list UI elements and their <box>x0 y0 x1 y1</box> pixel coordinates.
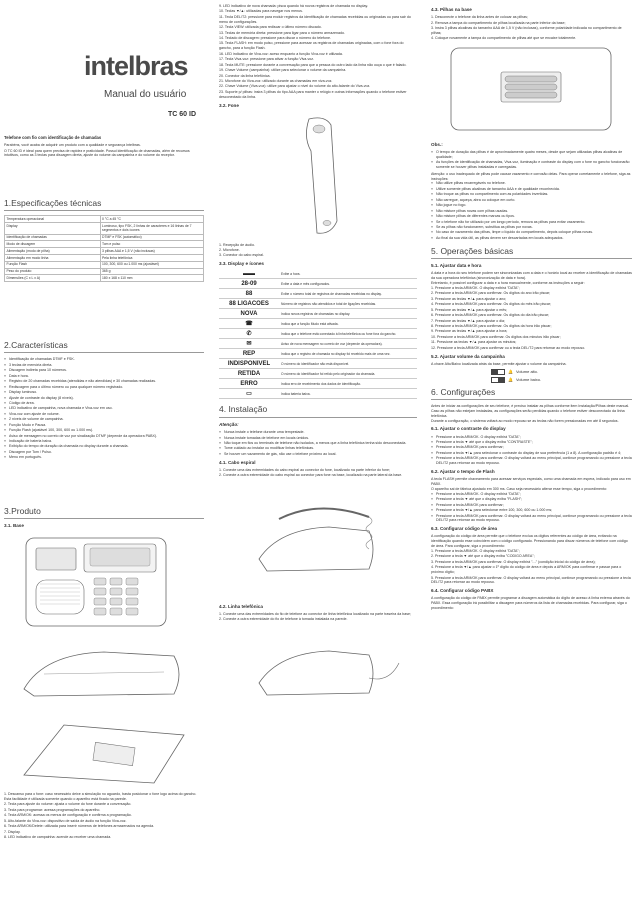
feature-item: » Exibição do tempo de duração da chamada no display durante a chamada. <box>4 444 204 449</box>
cable-illustration <box>219 479 414 599</box>
display-icon-description: Indica erro de recebimento dos dados de identificação. <box>281 381 362 386</box>
display-icon-row <box>219 339 417 349</box>
ring-paragraph: A chave Alto/Baixo localizada atrás da base, permite ajustar o volume da campainha. <box>431 361 567 366</box>
datetime-steps <box>431 286 632 351</box>
cable-step: 2. Conecte a outra extremidade do cabo espiral ao conector para fone na base, localizado na parte lateral da base. <box>219 473 403 478</box>
note-item: » As funções de identificação de chamadas, Viva-voz, iluminação e contraste do display com o fone no gancho funcionarão somente se houver pilhas instaladas e carregadas. <box>431 160 632 170</box>
flash-step: » Pressione a tecla ▼ até que o display exiba "FLASH"; <box>431 497 632 502</box>
specs-value: 180 x 168 x 110 mm <box>100 275 203 282</box>
display-icon-description: Aviso de nova mensagem no correio de voz (depende da operadora). <box>281 341 383 346</box>
ring-subtitle: 5.2. Ajustar volume da campainha <box>431 353 505 359</box>
specs-row <box>5 275 204 282</box>
brand-logo: intelbras <box>84 51 188 81</box>
contrast-steps <box>431 435 632 466</box>
attention-item: » Não jogue no fogo. <box>431 203 632 208</box>
area-code-subtitle: 6.3. Configurar código de área <box>431 526 498 532</box>
config-title: 6. Configurações <box>431 387 632 400</box>
area-code-step: 4. Pressione a tecla ▼/▲ para ajustar o 1º dígito do código de área e depois a ARM/OK para confirmar e passar para o próximo dígito; <box>431 565 622 575</box>
contrast-step: » Pressione a tecla ARM/OK para confirmar. O display voltará ao menu principal, continue programando ou pressione a tecla DEL/T2 para retornar ao modo repouso. <box>431 456 632 466</box>
datetime-step: 6. Pressione a tecla ARM/OK para confirmar. Os dígitos do dia irão piscar; <box>431 313 550 318</box>
volume-high-row <box>491 369 632 375</box>
note-item: » O tempo de duração das pilhas é de aproximadamente quatro meses, desde que sejam utilizadas pilhas alcalinas de qualidade; <box>431 150 632 160</box>
datetime-step: 3. Pressione as teclas ▼/▲ para ajustar o ano; <box>431 296 507 301</box>
area-code-step: 1. Pressione a tecla ARM/OK. O display exibirá "DATA"; <box>431 548 520 553</box>
specs-value: 0 °C a 45 °C <box>100 216 203 223</box>
area-code-steps <box>431 549 632 585</box>
contrast-step: » Pressione a tecla ▼ até que o display exiba "CONTRASTE"; <box>431 440 632 445</box>
display-icon: 88 <box>245 290 253 297</box>
battery-step: 4. Coloque novamente a tampa do compartimento de pilhas até que se encaixe totalmente. <box>431 36 577 41</box>
manual-title: Manual do usuário <box>104 89 187 100</box>
specs-value: Pela linha telefônica <box>100 254 203 261</box>
datetime-step: 11. Pressione as teclas ▼/▲ para ajustar os minutos; <box>431 340 517 345</box>
line-items-list <box>219 612 417 622</box>
notes-title: Obs.: <box>431 141 443 147</box>
datetime-step: 10. Pressione a tecla ARM/OK para confirmar. Os dígitos dos minutos irão piscar; <box>431 334 561 339</box>
feature-item: » Data e hora. <box>4 374 204 379</box>
display-icon-row <box>219 349 417 359</box>
feature-item: » Ajuste de contraste do display (8 níveis). <box>4 396 204 401</box>
display-icon: ☎ <box>245 320 253 327</box>
volume-high-label: Volume alto. <box>515 368 538 374</box>
install-note: Atenção: <box>219 421 239 427</box>
specs-label: Alimentação (modo de pilha) <box>5 248 101 255</box>
battery-step: 2. Remova a tampa do compartimento de pilhas localizada na parte inferior da base; <box>431 20 566 25</box>
datetime-step: 1. Pressione a tecla ARM/OK. O display exibirá "DATA"; <box>431 285 520 290</box>
datetime-step: 9. Pressione as teclas ▼/▲ para ajustar a hora; <box>431 329 508 334</box>
line-step: 1. Conecte uma das extremidades do fio de telefone ao conector de linha telefônica localizado na parte traseira da base; <box>219 611 411 616</box>
product-items-list-continued <box>219 4 417 100</box>
config-paragraph: Antes de iniciar as configurações de seu telefone, é preciso instalar as pilhas conforme item Instalação/Pilhas deste manual. Caso as pilhas não estejam instaladas, as configurações serão perdidas quando o telefone estiver desconectado da linha telefônica. <box>431 404 630 418</box>
display-icon-row <box>219 329 417 339</box>
feature-item: » Função Mudo e Pausa. <box>4 423 204 428</box>
product-item: 5. Alto-falante do Viva-voz: dispositivo de saída de áudio na função Viva-voz. <box>4 818 127 823</box>
specs-label: Dimensões (C x L x A) <box>5 275 101 282</box>
specs-row <box>5 216 204 223</box>
datetime-step: 4. Pressione a tecla ARM/OK para confirmar. Os dígitos do mês irão piscar; <box>431 302 552 307</box>
display-icon-row <box>219 389 417 399</box>
area-code-step: 2. Pressione a tecla ▼ até que o display exiba "CODIGO AREA"; <box>431 554 535 559</box>
display-icon-row <box>219 369 417 379</box>
attention-item: » Não misture pilhas novas com pilhas usadas. <box>431 209 632 214</box>
base-subtitle: 3.1. Base <box>4 523 24 529</box>
display-icons-table <box>219 269 417 399</box>
area-code-step: 5. Pressione a tecla ARM/OK para confirmar. O display voltará ao menu principal, continue programando ou pressione a tecla DEL/T2 para retornar ao modo repouso. <box>431 575 631 585</box>
contrast-step: » Pressione a tecla ▼/▲ para selecionar o contraste do display de sua preferência (1 a 8). A configuração padrão é 4; <box>431 451 632 456</box>
display-icon: NOVA <box>240 310 258 317</box>
feature-item: » LED indicativo de campainha, nova chamada e Viva-voz em uso. <box>4 406 204 411</box>
display-icon-row <box>219 299 417 309</box>
pabx-paragraph: A configuração do código de PABX permite programar a discagem automática do dígito de acesso à linha externa através do PABX. Essa configuração irá possibilitar a discagem para números da lista de chamadas recebidas. Para configurar, siga o procedimento: <box>431 596 630 611</box>
specs-value: Luminoso, tipo FSK, 2 linhas de caracteres e 16 linhas de 7 segmentos e dois ícones <box>100 223 203 234</box>
feature-item: » Função Flash (ajustável 100, 300, 600 ou 1.000 ms). <box>4 428 204 433</box>
specs-row <box>5 268 204 275</box>
specs-title: 1.Especificações técnicas <box>4 198 204 211</box>
specs-value: 3 pilhas AAA e 1,5 V (não inclusas) <box>100 248 203 255</box>
flash-step: » Pressione a tecla ARM/OK para confirmar. O display voltará ao menu principal, continue programando ou pressione a tecla DEL/T2 para retornar ao modo repouso. <box>431 514 632 524</box>
display-icon-description: Indica que o telefone está conectado à linha telefônica ou fone fora do gancho. <box>281 331 397 336</box>
attention-item: » Não troque as pilhas no compartimento com as polaridades invertidas. <box>431 192 632 197</box>
feature-item: » 3 teclas de memória direta. <box>4 363 204 368</box>
product-item: 21. Microfone do Viva-voz: utilizado durante as chamadas em viva-voz. <box>219 78 333 83</box>
attention-item: » Utilize somente pilhas alcalinas de tamanho AAA e de qualidade reconhecida. <box>431 187 632 192</box>
intro-paragraph-1: Parabéns, você acaba de adquirir um produto com a qualidade e segurança Intelbras. <box>4 142 141 147</box>
attention-item: » Não misture pilhas de diferentes marcas ou tipos. <box>431 214 632 219</box>
feature-item: » Display luminoso. <box>4 390 204 395</box>
product-item: 13. Teclas de memória direta: pressione para ligar para o número armazenado. <box>219 30 345 35</box>
intro-section <box>4 135 204 159</box>
cable-items-list <box>219 468 417 478</box>
datetime-paragraph: A data e a hora do seu telefone podem ser sincronizadas com a data e o horário local ao receber a identificação de chamadas da sua operadora telefônica (sincronização de data e hora). <box>431 271 632 281</box>
base-top-illustration <box>4 532 204 632</box>
specs-label: Display <box>5 223 101 234</box>
specs-value: 100, 300, 600 ou 1.000 ms (ajustável) <box>100 261 203 268</box>
specs-label: Função Flash <box>5 261 101 268</box>
feature-item: » Discagem indireta para 10 números. <box>4 368 204 373</box>
line-subtitle: 4.2. Linha telefônica <box>219 603 263 609</box>
display-icon-row <box>219 309 417 319</box>
handset-item: 3. Conector do cabo espiral. <box>219 253 264 258</box>
battery-step: 1. Desconecte o telefone da linha antes de colocar as pilhas; <box>431 15 528 20</box>
feature-item: » Menu em português. <box>4 455 204 460</box>
battery-step: 3. Insira 3 pilhas alcalinas do tamanho AAA de 1,5 V (não inclusas), conforme polaridade indicada no compartimento de pilhas; <box>431 26 622 35</box>
specs-value: DTMF e FSK (automático) <box>100 234 203 241</box>
attention-item: » Se o telefone não for utilizado por um longo período, remova as pilhas para evitar vazamento. <box>431 220 632 225</box>
display-icon: 28-09 <box>241 280 257 287</box>
specs-table <box>4 215 204 282</box>
switch-high-icon <box>491 369 505 375</box>
product-item: 22. Chave Volume (Viva-voz): utilize para ajustar o nível do volume do alto-falante do Viva-voz. <box>219 84 371 89</box>
line-illustration <box>219 623 414 703</box>
install-item: » Nunca instale o telefone durante uma tempestade. <box>219 430 417 435</box>
notes-list <box>431 150 632 170</box>
specs-label: Alimentação em modo linha <box>5 254 101 261</box>
switch-low-icon <box>491 377 505 383</box>
flash-step: » Pressione a tecla ARM/OK para confirmar; <box>431 503 632 508</box>
datetime-step: 2. Pressione a tecla ARM/OK para confirmar. Os dígitos do ano irão piscar; <box>431 291 551 296</box>
feature-item: » Registro de 20 chamadas recebidas (atendidas e não atendidas) e 30 chamadas realizadas. <box>4 379 204 384</box>
base-bottom-illustration <box>4 715 204 790</box>
attention-item: » Se as pilhas não funcionarem, substitua as pilhas por novas. <box>431 225 632 230</box>
display-icon-description: Indica que a função Mudo está ativada. <box>281 321 339 326</box>
product-items-list <box>4 792 204 840</box>
product-item: 23. Suporte p/ pilhas: insira 3 pilhas do tipo AAA para manter o relógio e outras informações quando o telefone estiver desconectado da linha. <box>219 89 407 99</box>
specs-row <box>5 223 204 234</box>
bell-low-icon: 🔔 <box>508 376 513 382</box>
flash-subtitle: 6.2. Ajustar o tempo de Flash <box>431 469 495 475</box>
pabx-subtitle: 6.4. Configurar código PABX <box>431 588 494 594</box>
datetime-step: 7. Pressione as teclas ▼/▲ para ajustar o dia; <box>431 318 506 323</box>
specs-value: Tom e pulso <box>100 241 203 248</box>
display-icon: RETIDA <box>237 370 261 377</box>
product-item: 2. Tecla para ajuste do volume: ajusta o volume do fone durante a conversação. <box>4 802 132 807</box>
attention-list <box>431 181 632 240</box>
display-icon-row <box>219 269 417 279</box>
specs-row <box>5 248 204 255</box>
features-list <box>4 357 204 460</box>
display-subtitle: 3.3. Display e ícones <box>219 261 264 267</box>
specs-row <box>5 234 204 241</box>
feature-item: » Discagem por Tom / Pulso. <box>4 450 204 455</box>
handset-items-list <box>219 243 417 259</box>
bell-high-icon: 🔔 <box>508 368 513 374</box>
install-item: » Nunca instale tomadas de telefone em locais úmidos. <box>219 436 417 441</box>
attention-text: Atenção: o uso inadequado de pilhas pode causar vazamento e corrosão delas. Para operar corretamente o telefone, siga as instruções: <box>431 171 631 181</box>
feature-item: » Aviso de mensagem no correio de voz por sinalização DTMF (depende da operadora PABX). <box>4 434 204 439</box>
datetime-step: 12. Pressione a tecla ARM/OK para confirmar ou a tecla DEL/T2 para retornar ao modo repouso. <box>431 345 586 350</box>
display-icon-description: O número do identificador não está disponível. <box>281 361 350 366</box>
flash-step: » Pressione a tecla ▼/▲ para selecionar entre 100, 300, 600 ou 1.000 ms; <box>431 508 632 513</box>
display-icon-row <box>219 359 417 369</box>
datetime-step: 5. Pressione as teclas ▼/▲ para ajustar o mês; <box>431 307 508 312</box>
display-icon-description: Exibe o número total de registros de chamadas recebidas no display. <box>281 291 382 296</box>
features-title: 2.Características <box>4 340 204 353</box>
contrast-step: » Pressione a tecla ARM/OK. O display exibirá "DATA"; <box>431 435 632 440</box>
column-3 <box>425 0 638 903</box>
display-icon: 88 LIGACOES <box>229 300 269 307</box>
batteries-items-list <box>431 15 632 41</box>
flash-paragraph: A tecla FLASH permite chaveamento para acessar serviços especiais, como uma chamada em espera, indicado para uso em PABX. <box>431 477 631 487</box>
feature-item: » Viva-voz com ajuste de volume. <box>4 412 204 417</box>
cable-subtitle: 4.1. Cabo espiral <box>219 459 256 465</box>
install-item: » Não toque em fios ou terminais de telefone não isolados, a menos que a linha telefônica tenha sido desconectada. <box>219 441 417 446</box>
specs-label: Modo de discagem <box>5 241 101 248</box>
batteries-illustration <box>431 42 631 137</box>
display-icon-row <box>219 279 417 289</box>
flash-paragraph-2: O aparelho sai de fábrica ajustado em 300 ms. Caso seja necessário alterar esse tempo, siga o procedimento: <box>431 486 607 491</box>
handset-subtitle: 3.2. Fone <box>219 102 239 108</box>
install-title: 4. Instalação <box>219 404 417 417</box>
basic-ops-title: 5. Operações básicas <box>431 246 632 259</box>
specs-label: Temperatura operacional <box>5 216 101 223</box>
product-item: 1. Descanso para o fone: caso necessário deixe a simulação no aguardo, basta posicionar o fone logo acima do gancho. Esta facilidade é utilizada somente quando o aparelho está fixado na parede. <box>4 792 197 802</box>
display-icon-description: Indica bateria baixa. <box>281 391 311 396</box>
display-icon: REP <box>242 350 256 357</box>
feature-item: » Identificação de chamadas DTMF e FSK. <box>4 357 204 362</box>
model-name: TC 60 ID <box>168 111 197 118</box>
feature-item: » Rediscagem para o último número ou para qualquer número registrado. <box>4 385 204 390</box>
display-icon-description: Indica novos registros de chamadas no display. <box>281 311 351 316</box>
install-list <box>219 430 417 457</box>
product-item: 18. Tecla MUTE: pressione durante a conversação para que a pessoa do outro lado da linha não ouça o que é falado. <box>219 62 407 67</box>
display-icon-row <box>219 379 417 389</box>
display-icon-description: O número do identificador foi retido pelo originador da chamada. <box>281 371 376 376</box>
display-icon-row <box>219 319 417 329</box>
intro-heading: Telefone com fio com identificação de chamadas <box>4 135 102 140</box>
product-item: 14. Teclado de discagem: pressione para discar o número do telefone. <box>219 36 332 41</box>
display-icon: ✉ <box>246 340 252 347</box>
install-item: » Se houver um vazamento de gás, não use o telefone próximo ao local. <box>219 452 417 457</box>
product-section <box>4 506 204 841</box>
display-icon-description: Exibe a data e mês configurados. <box>281 281 330 286</box>
specs-row <box>5 254 204 261</box>
display-icon: ERRO <box>240 380 258 387</box>
handset-item: 1. Recepção de áudio. <box>219 242 255 247</box>
product-item: 20. Conector da linha telefônica. <box>219 73 271 78</box>
product-item: 16. LED indicativo de Viva-voz: aceso enquanto a função Viva-voz é utilizada. <box>219 51 343 56</box>
attention-item: » No caso de vazamento das pilhas, limpe o líquido do compartimento, depois coloque pilhas novas. <box>431 230 632 235</box>
product-item: 11. Tecla DEL/T2: pressione para excluir registros da identificação de chamadas recebidas ou originadas ou para sair do menu de configurações. <box>219 14 411 24</box>
column-2 <box>213 0 425 903</box>
display-icon: ▭ <box>246 390 252 397</box>
flash-step: » Pressione a tecla ARM/OK. O display exibirá "DATA"; <box>431 492 632 497</box>
line-step: 2. Conecte a outra extremidade do fio de telefone à tomada instalada na parede. <box>219 617 348 622</box>
flash-steps <box>431 492 632 523</box>
datetime-paragraph-2: Entretanto, é possível configurar a data e a hora manualmente, conforme as instruções a seguir: <box>431 281 585 286</box>
product-item: 3. Tecla para programar: acessa programações do aparelho. <box>4 807 101 812</box>
handset-item: 2. Microfone. <box>219 247 240 252</box>
notes-section <box>431 142 632 241</box>
datetime-step: 8. Pressione a tecla ARM/OK para confirmar. Os dígitos da hora irão piscar; <box>431 323 552 328</box>
product-item: 12. Tecla VIEW: utilizada para rediscar o último número discado. <box>219 25 322 30</box>
product-item: 7. Display. <box>4 829 21 834</box>
specs-row <box>5 261 204 268</box>
install-item: » Tome cuidado ao instalar ou modificar linhas telefônicas. <box>219 446 417 451</box>
feature-item: » 2 níveis de volume de campainha. <box>4 417 204 422</box>
config-paragraph-2: Durante a configuração, o sistema voltará ao modo repouso se as teclas não forem pressionadas em até 8 segundos. <box>431 418 619 423</box>
product-item: 19. Chave Volume (campainha): utilize para selecionar o volume da campainha. <box>219 68 347 73</box>
display-icon: INDISPONIVEL <box>227 360 271 367</box>
display-icon: ✆ <box>246 330 252 337</box>
attention-item: » Ao final da sua vida útil, as pilhas devem ser descartadas em locais adequados. <box>431 236 632 241</box>
specs-section <box>4 198 204 282</box>
cable-step: 1. Conecte uma das extremidades do cabo espiral ao conector do fone, localizado na parte inferior do fone; <box>219 467 391 472</box>
datetime-subtitle: 5.1. Ajustar data e hora <box>431 263 482 269</box>
display-icon-row <box>219 289 417 299</box>
feature-item: » Indicação de bateria baixa. <box>4 439 204 444</box>
display-icon-description: Número de registros não atendidos e total de ligações recebidas. <box>281 301 377 306</box>
product-title: 3.Produto <box>4 506 204 519</box>
volume-low-row <box>491 377 632 383</box>
specs-row <box>5 241 204 248</box>
product-item: 6. Tecla ARM/OK/Delete: utilizada para inserir números de telefones armazenados na agenda. <box>4 824 155 829</box>
contrast-subtitle: 6.1. Ajustar o contraste do display <box>431 426 506 432</box>
specs-label: Identificação de chamadas <box>5 234 101 241</box>
display-icon-description: Indica que o registro de chamada no display foi recebido mais de uma vez. <box>281 351 391 356</box>
area-code-paragraph: A configuração do código de área permite que o telefone exclua os dígitos referentes ao código de área, evitando na identificação quando esse coincidem com o código configurado. Pressionando para discar números de telefone com código de área. Para configurar, siga o procedimento: <box>431 534 628 549</box>
attention-item: » Não utilize pilhas recarregáveis no telefone. <box>431 181 632 186</box>
display-icon: ▬▬ <box>243 270 255 277</box>
base-side-illustration <box>4 634 204 714</box>
handset-illustration <box>219 111 414 241</box>
features-section <box>4 340 204 461</box>
specs-label: Peso do produto <box>5 268 101 275</box>
volume-low-label: Volume baixo. <box>515 376 542 382</box>
product-item: 8. LED indicativo de campainha: acende ao receber uma chamada. <box>4 835 112 840</box>
product-item: 9. LED indicativo de nova chamada: pisca quando há novos registros de chamada no display. <box>219 4 368 8</box>
column-1 <box>0 0 213 903</box>
intro-paragraph-2: O TC 60 ID é ideal para quem precisa de rapidez e praticidade. Possui identificação de chamadas, além de recursos intuitivos, como as 3 teclas para discagem direta, ajuste do volume da campainha e do volume do receptor. <box>4 148 190 158</box>
feature-item: » Código de área. <box>4 401 204 406</box>
product-item: 4. Tecla ARM/OK: acessa os menus de configuração e confirma a programação. <box>4 813 132 818</box>
area-code-step: 3. Pressione a tecla ARM/OK para confirmar. O display exibirá "- -" (condição inicial do código de área); <box>431 559 596 564</box>
batteries-subtitle: 4.3. Pilhas na base <box>431 7 472 12</box>
specs-value: 365 g <box>100 268 203 275</box>
display-icon-description: Exibe a hora. <box>281 271 301 276</box>
attention-item: » Não carregue, aqueça, abra ou coloque em curto. <box>431 198 632 203</box>
product-item: 15. Tecla FLASH: em modo pulso, pressione para acessar os registros de chamadas originadas, com o fone fora do gancho, para a função Flash. <box>219 41 404 51</box>
product-item: 10. Teclas ▼/▲: utilizadas para navegar nos menus. <box>219 9 303 14</box>
contrast-step: » Pressione a tecla ARM/OK para confirmar; <box>431 445 632 450</box>
product-item: 17. Tecla Viva-voz: pressione para ativar a função Viva-voz. <box>219 57 315 62</box>
